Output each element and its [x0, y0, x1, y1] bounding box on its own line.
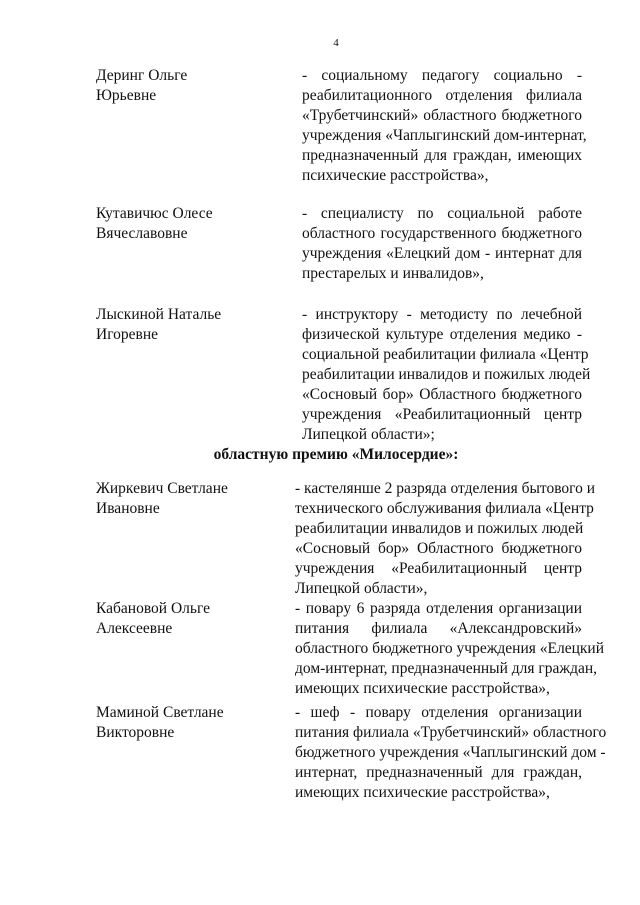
position-line: «Сосновый бор» Областного бюджетного: [295, 540, 582, 557]
position-line: психические расстройства»,: [302, 167, 489, 184]
name-line: Ивановне: [96, 500, 160, 517]
name-line: Вячеславовне: [96, 225, 188, 242]
position-line: имеющих психические расстройства»,: [295, 680, 550, 697]
position-line: - кастелянше 2 разряда отделения бытового и: [295, 480, 596, 497]
position-line: Липецкой области»;: [302, 426, 435, 443]
position-line: «Трубетчинский» областного бюджетного: [302, 107, 582, 124]
recipient-name: [96, 305, 221, 345]
position-line: областного государственного бюджетного: [302, 225, 582, 242]
position-line: «Сосновый бор» Областного бюджетного: [302, 386, 582, 403]
recipient-position: [295, 479, 596, 599]
recipient-position: [302, 66, 587, 186]
position-line: физической культуре отделения медико -: [302, 326, 582, 343]
position-line: реабилитационного отделения филиала: [302, 87, 582, 104]
recipient-name: [96, 66, 187, 106]
recipient-name: [96, 703, 224, 743]
position-line: учреждения «Елецкий дом - интернат для: [302, 245, 582, 262]
position-line: престарелых и инвалидов»,: [302, 265, 484, 282]
position-line: учреждения «Реабилитационный центр: [295, 560, 582, 577]
position-line: дом-интернат, предназначенный для граждан,: [295, 660, 598, 677]
position-line: - социальному педагогу социально -: [302, 67, 582, 84]
position-line: учреждения «Чаплыгинский дом-интернат,: [302, 127, 587, 144]
position-line: интернат, предназначенный для граждан,: [295, 764, 582, 781]
recipient-name: [96, 599, 210, 639]
position-line: реабилитации инвалидов и пожилых людей: [295, 520, 584, 537]
position-line: учреждения «Реабилитационный центр: [302, 406, 582, 423]
recipient-position: [295, 599, 605, 699]
name-line: Игоревне: [96, 326, 159, 343]
position-line: Липецкой области»,: [295, 580, 428, 597]
name-line: Жиркевич Светлане: [96, 480, 228, 497]
section-heading: областную премию «Милосердие»:: [213, 446, 459, 463]
position-line: предназначенный для граждан, имеющих: [302, 147, 582, 164]
name-line: Алексеевне: [96, 620, 173, 637]
position-line: - инструктору - методисту по лечебной: [302, 306, 582, 323]
position-line: имеющих психические расстройства»,: [295, 784, 550, 801]
position-line: - специалисту по социальной работе: [302, 205, 582, 222]
position-line: областного бюджетного учреждения «Елецкий: [295, 640, 605, 657]
recipient-name: [96, 204, 213, 244]
position-line: технического обслуживания филиала «Центр: [295, 500, 594, 517]
name-line: Викторовне: [96, 724, 175, 741]
position-line: - шеф - повару отделения организации: [295, 704, 582, 721]
name-line: Кутавичюс Олесе: [96, 205, 213, 222]
name-line: Маминой Светлане: [96, 704, 224, 721]
position-line: бюджетного учреждения «Чаплыгинский дом -: [295, 744, 606, 761]
name-line: Юрьевне: [96, 87, 157, 104]
recipient-position: [302, 204, 582, 284]
position-line: социальной реабилитации филиала «Центр: [302, 346, 589, 363]
name-line: Кабановой Ольге: [96, 600, 210, 617]
position-line: реабилитации инвалидов и пожилых людей: [302, 366, 591, 383]
page-number: 4: [333, 37, 339, 49]
name-line: Лыскиной Наталье: [96, 306, 222, 323]
recipient-position: [302, 305, 591, 445]
position-line: питания филиала «Трубетчинский» областного: [295, 724, 607, 741]
recipient-position: [295, 703, 607, 803]
name-line: Деринг Ольге: [96, 67, 188, 84]
recipient-name: [96, 479, 228, 519]
position-line: - повару 6 разряда отделения организации: [295, 600, 582, 617]
position-line: питания филиала «Александровский»: [295, 620, 582, 637]
